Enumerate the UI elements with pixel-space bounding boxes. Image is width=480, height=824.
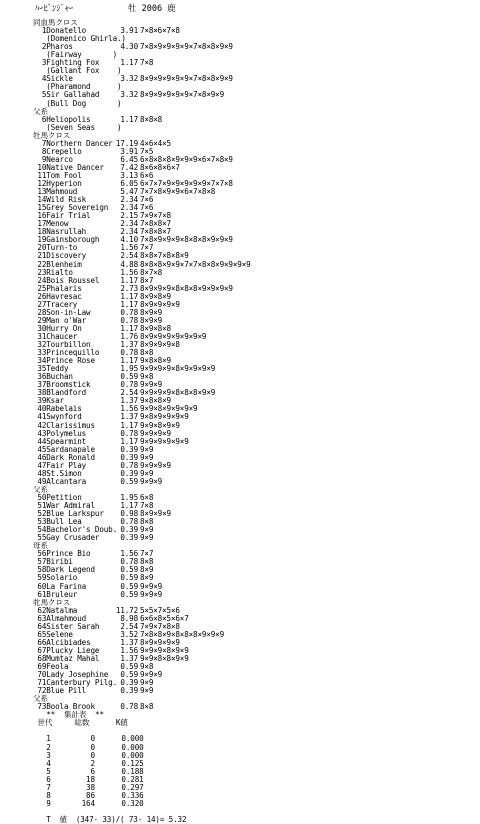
report-line-generations: 9×8 [140, 372, 154, 382]
report-line-value: 0.59 [120, 589, 138, 599]
report-line-label: 3 0 0.000 [33, 750, 144, 760]
report-line-label: 17Menow [33, 219, 69, 229]
report-line-value: 2.54 [120, 621, 138, 631]
report-line-generations: 9×9×9×9×8×9×9×9×9 [140, 364, 216, 374]
report-line-value: 0.59 [120, 476, 138, 486]
report-line-generations: 7×6 [140, 203, 154, 213]
horse-name: ﾊｰﾋﾞﾝｼﾞｬｰ [35, 4, 74, 14]
report-line-generations: 7×5 [140, 146, 154, 156]
report-line-generations: 9×9×8×9×9 [140, 420, 180, 430]
report-line-generations: 9×9×9 [140, 581, 163, 591]
report-line-label: 20Turn-to [33, 243, 78, 253]
report-line-label: 62Natalma [33, 605, 78, 615]
report-line-generations: 6×7×7×9×9×9×9×9×7×7×8 [140, 179, 233, 188]
report-line-label: 46Dark Ronald [33, 452, 95, 462]
report-line-label: (Gallant Fox ) [33, 66, 122, 76]
report-line-value: 0.59 [120, 581, 138, 591]
report-line-value: 1.17 [120, 291, 138, 301]
report-line-label: 45Sardanapale [33, 444, 95, 454]
report-line-value: 0.39 [120, 468, 138, 478]
report-line-value: 3.32 [120, 74, 138, 84]
report-line-generations: 9×9×9 [140, 476, 163, 486]
report-line-value: 2.73 [120, 283, 138, 293]
report-line-generations: 7×9×7×8 [140, 211, 171, 221]
report-line-label: 55Gay Crusader [33, 533, 100, 543]
report-line-generations: 9×8×8×9 [140, 396, 171, 406]
report-line-label: 2Pharos [33, 42, 73, 52]
report-line-generations: 7×8 [140, 501, 154, 510]
report-line-generations: 8×9 [140, 573, 154, 583]
report-line-generations: 7×8×9×9×9×9×7×8×8×9×9 [140, 42, 233, 52]
report-line-label: 53Bull Lea [33, 517, 82, 527]
report-line-label: 13Mahmoud [33, 187, 78, 197]
horse-info: 牡 2006 鹿 [128, 4, 176, 14]
report-line-label: (Bull Dog ) [33, 98, 122, 108]
report-line-label: 19Gainsborough [33, 235, 100, 245]
report-line-generations: 8×8 [140, 557, 154, 567]
report-line-generations: 9×9×8×9×9×9×9 [140, 404, 198, 414]
report-line-generations: 9×8 [140, 662, 154, 671]
report-line-generations: 8×9×8×9 [140, 291, 171, 301]
report-line-generations: 9×9×8×8×9×9 [140, 653, 189, 663]
report-line-label: 38Blandford [33, 388, 87, 398]
report-line-generations: 8×9×9×9×9 [140, 637, 180, 647]
report-line-label: 56Prince Bio [33, 549, 91, 559]
report-line-value: 7.42 [120, 162, 138, 172]
report-line-value: 0.39 [120, 686, 138, 696]
report-line-value: 0.39 [120, 452, 138, 462]
report-line-value: 0.78 [120, 702, 138, 712]
report-line-generations: 9×9×9×9 [140, 460, 171, 470]
report-line-label: 16Fair Trial [33, 211, 91, 221]
report-line-generations: 8×8×8×9×9×7×7×8×8×9×9×9×9 [140, 259, 251, 269]
report-line-label: 28Son-in-Law [33, 307, 91, 317]
report-line-label: 9Nearco [33, 154, 73, 164]
report-line-label: 26Havresac [33, 291, 82, 301]
report-line-value: 2.54 [120, 388, 138, 398]
report-line-generations: 6×6 [140, 170, 154, 180]
report-line-generations: 7×8×8×7 [140, 227, 171, 237]
report-line-value: 1.56 [120, 267, 138, 277]
report-line-value: 3.91 [120, 146, 138, 156]
report-line-label: 29Man o'War [33, 315, 87, 325]
report-line-value: 17.19 [115, 138, 138, 148]
report-line-generations: 9×9 [140, 686, 154, 696]
report-line-label: 50Petition [33, 492, 82, 502]
report-line-label: 母系 [33, 541, 48, 551]
report-line-value: 6.45 [120, 154, 138, 164]
report-line-value: 2.15 [120, 211, 138, 221]
report-line-label: 18Nasrullah [33, 227, 87, 237]
report-line-value: 1.56 [120, 243, 138, 253]
report-line-value: 1.17 [120, 356, 138, 366]
report-line-generations: 9×9×9×9 [140, 428, 171, 438]
report-line-label: 6Heliopolis [33, 114, 91, 124]
report-line-value: 1.17 [120, 299, 138, 309]
report-line-value: 1.17 [120, 114, 138, 124]
report-line-label: 71Canterbury Pilg. [33, 678, 118, 688]
report-line-label: ** 集計表 ** [33, 710, 104, 720]
report-line-generations: 8×9×9×9×8 [140, 340, 180, 349]
report-line-label: 36Buchan [33, 372, 73, 382]
report-line-generations: 6×8×8×8×9×9×9×6×7×8×9 [140, 154, 233, 164]
report-line-label: 54Bachelor's Doub. [33, 525, 118, 535]
report-line-label: 23Rialto [33, 267, 73, 277]
report-line-label: 44Spearmint [33, 436, 87, 446]
report-line-generations: 8×9×9×9×8×8×8×9×9×9×9 [140, 283, 233, 293]
report-line-label: 22Blenheim [33, 259, 82, 269]
report-line-value: 1.17 [120, 323, 138, 333]
report-line-value: 2.34 [120, 203, 138, 213]
report-line-label: 27Tracery [33, 299, 78, 309]
report-line-value: 1.37 [120, 412, 138, 422]
report-line-label: 10Native Dancer [33, 162, 104, 172]
report-line-generations: 9×9 [140, 533, 154, 543]
report-line-label: 父系 [33, 106, 48, 116]
report-line-generations: 8×8 [140, 702, 154, 712]
report-line-generations: 8×9×9×9 [140, 509, 171, 519]
report-line-label: 43Polymelus [33, 428, 87, 438]
report-line-generations: 7×7×8×9×9×6×7×8×8 [140, 187, 216, 197]
report-line-label: 73Boola Brook [33, 702, 95, 712]
report-line-generations: 9×9×9 [140, 380, 163, 390]
report-line-label: 39Ksar [33, 396, 64, 406]
report-line-label: 同血馬クロス [33, 18, 78, 27]
report-line-generations: 9×8×9×9×9×9 [140, 412, 189, 422]
report-line-generations: 9×9 [140, 444, 154, 454]
report-line-value: 0.78 [120, 460, 138, 470]
report-line-generations: 7×8×8×9×8×8×8×9×9×9 [140, 629, 225, 639]
report-line-value: 1.37 [120, 340, 138, 349]
report-line-label: 3Fighting Fox [33, 58, 100, 68]
report-line-value: 0.78 [120, 307, 138, 317]
report-line-label: 世代 総数 K値 [33, 718, 128, 728]
report-line-label: 37Broomstick [33, 380, 91, 390]
report-line-label: 15Grey Sovereign [33, 203, 109, 213]
report-line-label: T 値 (347- 33)/( 73- 14)= 5.32 [33, 814, 187, 824]
report-line-value [112, 815, 138, 824]
report-line-value: 1.17 [120, 501, 138, 510]
report-line-value: 0.59 [120, 573, 138, 583]
report-line-label: 64Sister Sarah [33, 621, 100, 631]
report-line-generations: 9×9×9×8×9×9 [140, 645, 189, 655]
report-line-label: 4Sickle [33, 74, 73, 84]
report-line-generations: 9×9×9 [140, 589, 163, 599]
report-line-value: 0.78 [120, 428, 138, 438]
report-line-label: 69Feola [33, 662, 69, 671]
report-line-label: 6 18 0.281 [33, 774, 144, 784]
report-line-label: 25Phalaris [33, 283, 82, 293]
report-line-label: 41Swynford [33, 412, 82, 422]
report-line-generations: 8×9×9×9×9×9×7×8×9×9 [140, 90, 225, 100]
report-line-generations: 4×6×4×5 [140, 138, 171, 148]
report-line-label: 42Clarissimus [33, 420, 95, 430]
report-line-label: 33Princequillo [33, 348, 100, 358]
report-line-label: 65Selene [33, 629, 73, 639]
report-line-value: 3.13 [120, 170, 138, 180]
report-line-generations: 8×9×9×9×9×9×7×8×8×9×9 [140, 74, 233, 84]
report-line-value: 1.76 [120, 331, 138, 341]
report-line-generations: 8×8×7×8×8×9 [140, 251, 189, 261]
report-line-label: 34Prince Rose [33, 356, 95, 366]
report-line-label: 牝馬クロス [33, 597, 71, 607]
report-line-value: 1.17 [120, 58, 138, 68]
report-line-label: 24Bois Roussel [33, 275, 100, 285]
report-line-generations: 8×9 [140, 565, 154, 575]
report-line-label: (Fairway ) [33, 50, 118, 60]
report-line-label: 14Wild Risk [33, 195, 87, 205]
report-line-value: 0.78 [120, 380, 138, 390]
report-line-generations: 8×9×8×8 [140, 323, 171, 333]
report-line-generations: 7×6 [140, 195, 154, 205]
report-line-label: 68Mumtaz Mahal [33, 653, 100, 663]
report-line-generations: 8×9×9 [140, 315, 163, 325]
report-line-value: 0.59 [120, 662, 138, 671]
report-line-label: 32Tourbillon [33, 340, 91, 349]
report-line-label: (Domenico Ghirla.) [33, 34, 126, 44]
report-line-generations: 9×9×9 [140, 670, 163, 680]
report-line-generations: 7×7 [140, 549, 154, 559]
report-line-value: 2.34 [120, 219, 138, 229]
report-line-value: 0.39 [120, 525, 138, 535]
report-line-generations: 8×8×8 [140, 114, 163, 124]
report-line-value: 1.56 [120, 549, 138, 559]
report-line-label: 7Northern Dancer [33, 138, 113, 148]
report-line-label: 70Lady Josephine [33, 670, 109, 680]
report-line-value: 4.10 [120, 235, 138, 245]
report-line-label: 8Crepello [33, 146, 82, 156]
report-line-value: 0.78 [120, 517, 138, 527]
report-line-value: 0.39 [120, 678, 138, 688]
report-line-label: (Seven Seas ) [33, 122, 122, 132]
report-line-label: 72Blue Pill [33, 686, 87, 696]
report-line-label: 30Hurry On [33, 323, 82, 333]
report-line-value: 0.59 [120, 670, 138, 680]
report-line-value: 2.54 [120, 251, 138, 261]
report-line-label: 57Biribi [33, 557, 73, 567]
report-line-value: 1.17 [120, 436, 138, 446]
report-line-label: 5 6 0.188 [33, 766, 144, 776]
report-line-generations: 7×8×6×7×8 [140, 26, 180, 36]
report-line-label: 31Chaucer [33, 331, 78, 341]
report-line-value: 1.56 [120, 404, 138, 414]
report-line-generations: 9×8×8×9 [140, 356, 171, 366]
report-line-value: 6.05 [120, 179, 138, 188]
report-line-generations: 7×8 [140, 58, 154, 68]
report-line-value: 0.59 [120, 565, 138, 575]
report-line-value: 1.56 [120, 645, 138, 655]
report-line-label: 51War Admiral [33, 501, 95, 510]
report-line-value: 0.78 [120, 348, 138, 358]
report-line-generations: 7×8×8×7 [140, 219, 171, 229]
report-line-label: 1 0 0.000 [33, 734, 144, 744]
report-line-label: 40Rabelais [33, 404, 82, 414]
report-line-generations: 5×5×7×5×6 [140, 605, 180, 615]
report-line-label: 67Plucky Liege [33, 645, 100, 655]
report-line-label: 21Discovery [33, 251, 87, 261]
report-line-label: 58Dark Legend [33, 565, 95, 575]
report-line-label: 47Fair Play [33, 460, 87, 470]
report-line-label: 60La Farina [33, 581, 87, 591]
report-line-generations: 9×9×9×9×8×8×8×9×9 [140, 388, 216, 398]
report-line-generations: 9×9×9×9×9×9 [140, 436, 189, 446]
report-line-generations: 8×6×8×6×7 [140, 162, 180, 172]
report-line-generations: 8×9×9×9×9×9×9×9 [140, 331, 207, 341]
report-line-value: 2.34 [120, 195, 138, 205]
report-line-label: 8 86 0.336 [33, 790, 144, 800]
report-line-value: 11.72 [115, 605, 138, 615]
report-line-generations: 8×7 [140, 275, 154, 285]
report-line-generations: 7×8×9×9×9×8×8×8×9×9×9 [140, 235, 233, 245]
report-line-value: 4.88 [120, 259, 138, 269]
report-line-value: 1.37 [120, 396, 138, 406]
report-line-label: 35Teddy [33, 364, 69, 374]
report-line-label: 牡馬クロス [33, 130, 71, 140]
report-line-value: 8.98 [120, 613, 138, 623]
report-line-generations: 7×9×7×8×8 [140, 621, 180, 631]
report-line-label: 52Blue Larkspur [33, 509, 104, 519]
report-line-label: 66Alcibiades [33, 637, 91, 647]
report-line-generations: 8×7×8 [140, 267, 163, 277]
report-line-value: 1.17 [120, 275, 138, 285]
report-line-generations: 8×8 [140, 348, 154, 358]
report-line-generations: 9×9 [140, 678, 154, 688]
report-line-value: 0.59 [120, 372, 138, 382]
report-line-label: 48St.Simon [33, 468, 82, 478]
report-line-value: 4.30 [120, 42, 138, 52]
report-line-generations: 9×9 [140, 452, 154, 462]
report-line-value: 1.37 [120, 653, 138, 663]
report-line-value: 3.52 [120, 629, 138, 639]
report-line-value: 3.91 [120, 26, 138, 36]
report-line-generations: 9×9 [140, 468, 154, 478]
report-line-generations: 9×9 [140, 525, 154, 535]
report-line-label: 11Tom Fool [33, 170, 82, 180]
report-line-value: 1.95 [120, 492, 138, 502]
report-line-value: 1.17 [120, 420, 138, 430]
report-line-label: 2 0 0.000 [33, 742, 144, 752]
report-line-label: 5Sir Gallahad [33, 90, 100, 100]
report-line-label: 4 2 0.125 [33, 758, 144, 768]
report-line-label: 1Donatello [33, 26, 87, 36]
report-line-value: 1.95 [120, 364, 138, 374]
report-line-value: 2.34 [120, 227, 138, 237]
report-line-value: 0.78 [120, 315, 138, 325]
report-line-generations: 8×9×9 [140, 307, 163, 317]
report-line-label: 7 38 0.297 [33, 782, 144, 792]
report-line-label: (Pharamond ) [33, 82, 122, 92]
report-line-value: 5.47 [120, 187, 138, 197]
report-line-label: 63Almahmoud [33, 613, 87, 623]
report-line-generations: 8×9×9×9×9 [140, 299, 180, 309]
report-line-value: 0.98 [120, 509, 138, 519]
report-line-generations: 6×6×8×5×6×7 [140, 613, 189, 623]
report-line-value: 0.39 [120, 444, 138, 454]
report-line-label: 9 164 0.320 [33, 798, 144, 808]
report-line-generations: 8×8 [140, 517, 154, 527]
report-line-label: 父系 [33, 694, 48, 704]
report-line-label: 49Alcantara [33, 476, 87, 486]
report-line-value: 0.78 [120, 557, 138, 567]
report-line-label: 59Solario [33, 573, 78, 583]
report-line-label: 12Hyperion [33, 179, 82, 188]
report-line-value: 1.37 [120, 637, 138, 647]
report-line-label: 父系 [33, 484, 48, 494]
report-line-label: 61Bruleur [33, 589, 78, 599]
report-line-value: 3.32 [120, 90, 138, 100]
report-line-value: 0.39 [120, 533, 138, 543]
report-line-generations: 7×7 [140, 243, 154, 253]
report-line-generations: 6×8 [140, 492, 154, 502]
